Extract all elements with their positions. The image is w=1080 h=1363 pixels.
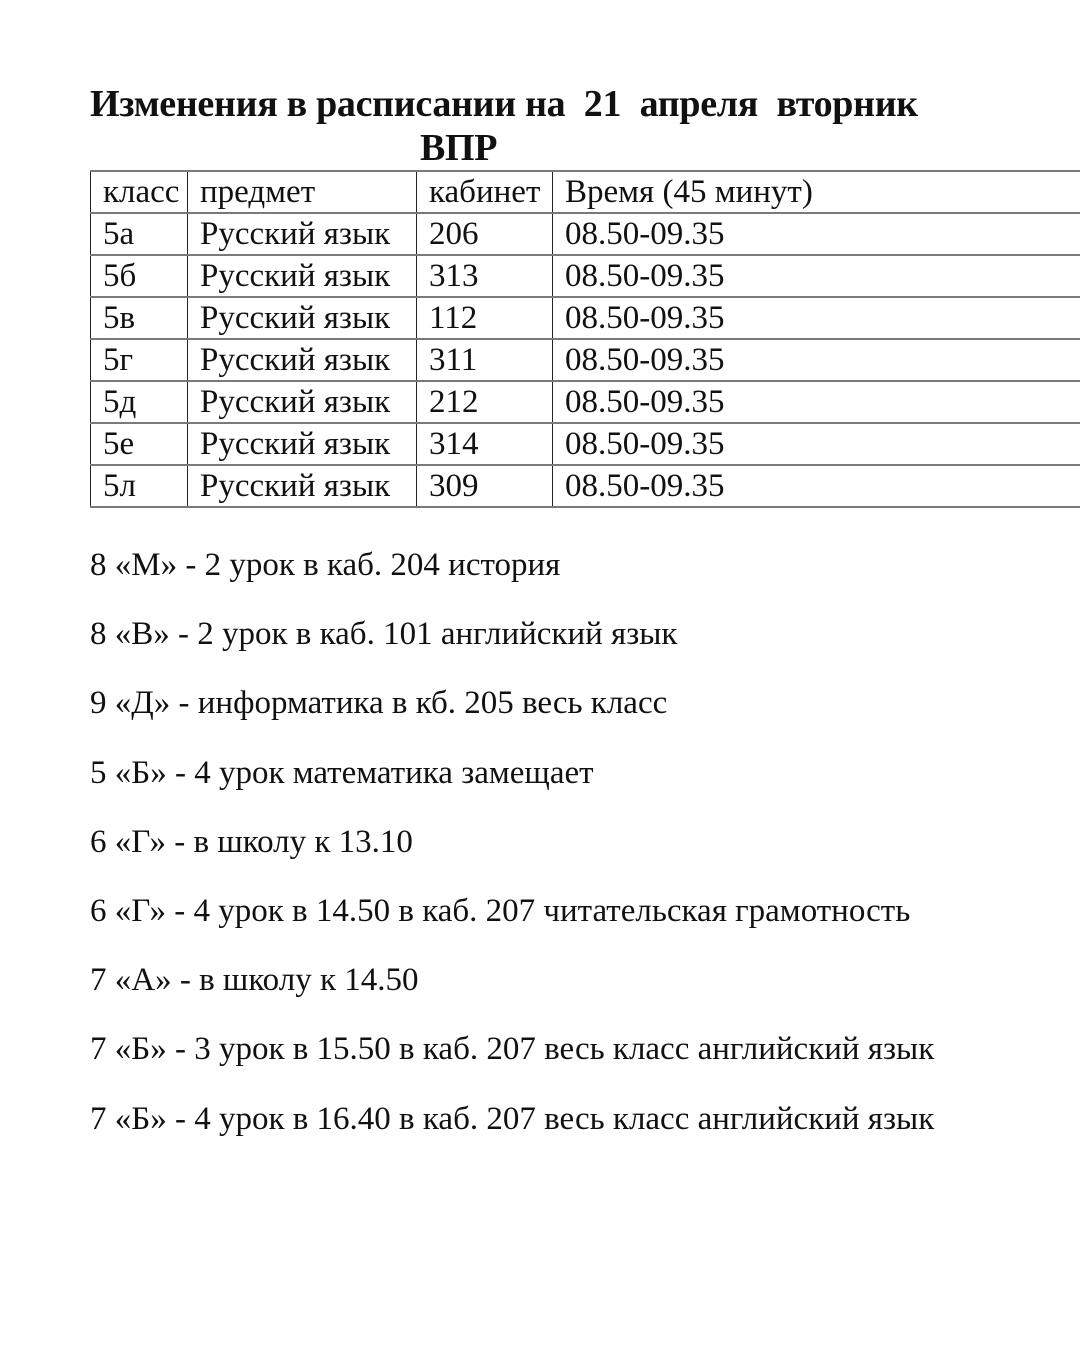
table-header-row [91, 171, 1080, 213]
cell-subject: Русский язык [188, 339, 417, 381]
note-item: 7 «Б» - 3 урок в 15.50 в каб. 207 весь класс английский язык [90, 1031, 935, 1068]
table-row [91, 213, 1080, 255]
cell-time: 08.50-09.35 [553, 423, 1080, 465]
cell-subject: Русский язык [188, 297, 417, 339]
cell-time: 08.50-09.35 [553, 465, 1080, 507]
note-item: 7 «Б» - 4 урок в 16.40 в каб. 207 весь класс английский язык [90, 1100, 935, 1137]
cell-class: 5е [91, 423, 188, 465]
note-item: 6 «Г» - 4 урок в 14.50 в каб. 207 читательская грамотность [90, 892, 911, 929]
cell-room: 206 [417, 213, 553, 255]
cell-subject: Русский язык [188, 255, 417, 297]
cell-class: 5а [91, 213, 188, 255]
note-item: 7 «А» - в школу к 14.50 [90, 962, 419, 999]
cell-room: 212 [417, 381, 553, 423]
note-item: 8 «М» - 2 урок в каб. 204 история [90, 547, 561, 583]
cell-room: 311 [417, 339, 553, 381]
cell-class: 5б [91, 255, 188, 297]
title-line-2: ВПР [420, 127, 498, 169]
header-time: Время (45 минут) [553, 171, 1080, 213]
title-line-1: Изменения в расписании на 21 апреля вторник [90, 83, 918, 125]
cell-time: 08.50-09.35 [553, 297, 1080, 339]
cell-subject: Русский язык [188, 213, 417, 255]
cell-time: 08.50-09.35 [553, 213, 1080, 255]
cell-room: 309 [417, 465, 553, 507]
cell-time: 08.50-09.35 [553, 381, 1080, 423]
schedule-notes-list [90, 543, 934, 1166]
cell-room: 313 [417, 255, 553, 297]
note-item: 6 «Г» - в школу к 13.10 [90, 823, 413, 860]
schedule-table [90, 170, 1080, 508]
table-row [91, 465, 1080, 507]
table-row [91, 381, 1080, 423]
header-subject: предмет [188, 171, 417, 213]
cell-room: 314 [417, 423, 553, 465]
cell-time: 08.50-09.35 [553, 255, 1080, 297]
table-row [91, 339, 1080, 381]
note-item: 5 «Б» - 4 урок математика замещает [90, 754, 594, 791]
cell-subject: Русский язык [188, 465, 417, 507]
table-row [91, 423, 1080, 465]
cell-class: 5д [91, 381, 188, 423]
page-title [90, 82, 1030, 170]
cell-subject: Русский язык [188, 381, 417, 423]
cell-room: 112 [417, 297, 553, 339]
header-room: кабинет [417, 171, 553, 213]
table-row [91, 255, 1080, 297]
note-item: 8 «В» - 2 урок в каб. 101 английский язык [90, 616, 678, 653]
table-row [91, 297, 1080, 339]
header-class: класс [91, 171, 188, 213]
cell-subject: Русский язык [188, 423, 417, 465]
cell-time: 08.50-09.35 [553, 339, 1080, 381]
cell-class: 5в [91, 297, 188, 339]
cell-class: 5л [91, 465, 188, 507]
cell-class: 5г [91, 339, 188, 381]
note-item: 9 «Д» - информатика в кб. 205 весь класс [90, 685, 668, 722]
